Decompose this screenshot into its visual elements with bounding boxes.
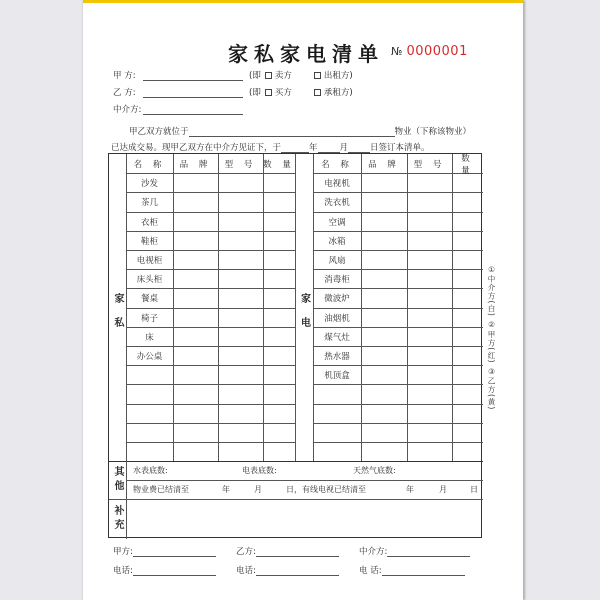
lessee-checkbox[interactable]: [314, 89, 321, 96]
agent-label: 中介方:: [113, 105, 142, 115]
appliance-item-name: 空调: [328, 217, 346, 228]
furniture-brand-cell[interactable]: [173, 404, 218, 423]
appliance-brand-cell[interactable]: [361, 192, 407, 211]
appliance-qty-cell[interactable]: [452, 346, 483, 365]
inventory-table: [108, 153, 482, 538]
lessee-label: 承租方): [323, 88, 353, 98]
furniture-qty-cell[interactable]: [263, 288, 295, 307]
furniture-brand-cell[interactable]: [173, 173, 218, 192]
furniture-qty-cell[interactable]: [263, 442, 295, 461]
party-b-label: 乙 方:: [113, 88, 136, 98]
appliance-header-qty: 数 量: [461, 153, 474, 176]
furniture-brand-cell[interactable]: [173, 346, 218, 365]
furniture-qty-cell[interactable]: [263, 404, 295, 423]
phone-agent-label: 电 话:: [359, 566, 382, 576]
appliance-header-model: 型 号: [413, 159, 446, 170]
party-b-row: [113, 86, 353, 98]
appliance-model-cell[interactable]: [407, 327, 452, 346]
appliance-qty-cell[interactable]: [452, 212, 483, 231]
agent-field[interactable]: [143, 105, 243, 115]
furniture-brand-cell[interactable]: [173, 192, 218, 211]
lessor-checkbox[interactable]: [314, 72, 321, 79]
gas-meter-label: 天然气底数:: [353, 466, 396, 475]
appliance-brand-cell[interactable]: [361, 365, 407, 384]
appliance-item-name: [313, 423, 361, 442]
furniture-brand-cell[interactable]: [173, 231, 218, 250]
appliance-qty-cell[interactable]: [452, 404, 483, 423]
furniture-qty-cell[interactable]: [263, 365, 295, 384]
appliance-brand-cell[interactable]: [361, 212, 407, 231]
furniture-brand-cell[interactable]: [173, 269, 218, 288]
appliance-brand-cell[interactable]: [361, 173, 407, 192]
appliance-item-name: 消毒柜: [324, 274, 350, 285]
furniture-qty-cell[interactable]: [263, 423, 295, 442]
appliance-brand-cell[interactable]: [361, 423, 407, 442]
appliance-header-name: 名 称: [321, 159, 353, 170]
appliance-qty-cell[interactable]: [452, 384, 483, 403]
furniture-brand-cell[interactable]: [173, 384, 218, 403]
furniture-qty-cell[interactable]: [263, 384, 295, 403]
appliance-qty-cell[interactable]: [452, 442, 483, 461]
appliance-model-cell[interactable]: [407, 423, 452, 442]
furniture-section-label: 家私: [112, 293, 123, 341]
furniture-model-cell[interactable]: [218, 308, 263, 327]
phone-party-a-field[interactable]: [133, 566, 216, 576]
furniture-model-cell[interactable]: [218, 327, 263, 346]
seller-label: 卖方: [274, 71, 292, 81]
furniture-brand-cell[interactable]: [173, 423, 218, 442]
furniture-qty-cell[interactable]: [263, 346, 295, 365]
appliance-qty-cell[interactable]: [452, 365, 483, 384]
fee-year-label: 年: [222, 485, 230, 494]
appliance-item-name: 热水器: [324, 351, 350, 362]
appliance-qty-cell[interactable]: [452, 269, 483, 288]
appliance-qty-cell[interactable]: [452, 288, 483, 307]
furniture-brand-cell[interactable]: [173, 442, 218, 461]
sig-party-a: [113, 545, 216, 557]
appliance-model-cell[interactable]: [407, 288, 452, 307]
cable-year-label: 年: [406, 485, 414, 494]
appliance-item-name: 微波炉: [324, 293, 350, 304]
sig-agent: [359, 545, 470, 557]
appliance-item-name: 冰箱: [328, 236, 346, 247]
furniture-header-qty: 数 量: [263, 159, 295, 170]
party-b-prefix: (即: [249, 88, 261, 98]
appliance-model-cell[interactable]: [407, 308, 452, 327]
phone-party-a-label: 电话:: [113, 566, 133, 576]
electric-meter-label: 电表底数:: [242, 466, 277, 475]
phone-party-b-label: 电话:: [236, 566, 256, 576]
party-a-prefix: (即: [249, 71, 261, 81]
furniture-item-name: 床: [145, 332, 154, 343]
sig-party-b-field[interactable]: [256, 547, 339, 557]
year-label: 年: [309, 143, 318, 153]
furniture-model-cell[interactable]: [218, 365, 263, 384]
appliance-model-cell[interactable]: [407, 404, 452, 423]
appliance-header-brand: 品 牌: [368, 159, 400, 170]
furniture-qty-cell[interactable]: [263, 269, 295, 288]
agent-row: [113, 103, 243, 115]
appliance-model-cell[interactable]: [407, 365, 452, 384]
appliance-model-cell[interactable]: [407, 346, 452, 365]
furniture-brand-cell[interactable]: [173, 365, 218, 384]
furniture-model-cell[interactable]: [218, 288, 263, 307]
fee-month-label: 月: [254, 485, 262, 494]
copies-note: ①中介方(白) ②甲方(红) ③乙方(黄): [487, 265, 496, 411]
furniture-model-cell[interactable]: [218, 212, 263, 231]
furniture-qty-cell[interactable]: [263, 327, 295, 346]
sig-party-b: [236, 545, 339, 557]
document-title: 家私家电清单: [228, 42, 384, 66]
appliance-item-name: 风扇: [328, 255, 346, 266]
appliance-model-cell[interactable]: [407, 173, 452, 192]
furniture-item-name: 衣柜: [140, 217, 158, 228]
sign-month-field[interactable]: [318, 143, 340, 153]
appliance-qty-cell[interactable]: [452, 423, 483, 442]
lessor-label: 出租方): [323, 71, 353, 81]
appliance-qty-cell[interactable]: [452, 192, 483, 211]
agreement-line2-text: 已达成交易。现甲乙双方在中介方见证下，于: [111, 143, 282, 153]
party-a-field[interactable]: [143, 71, 243, 81]
furniture-model-cell[interactable]: [218, 404, 263, 423]
furniture-item-name: [126, 404, 173, 423]
appliance-brand-cell[interactable]: [361, 231, 407, 250]
party-a-row: [113, 69, 353, 81]
furniture-qty-cell[interactable]: [263, 308, 295, 327]
serial-value: 0000001: [406, 44, 468, 59]
cable-tv-label: 日，有线电视已结清至: [286, 485, 366, 494]
agreement-text-end: 物业（下称该物业）: [394, 127, 472, 137]
furniture-qty-cell[interactable]: [263, 192, 295, 211]
appliance-brand-cell[interactable]: [361, 404, 407, 423]
furniture-brand-cell[interactable]: [173, 308, 218, 327]
serial-number: [391, 44, 468, 59]
appliance-item-name: 煤气灶: [324, 332, 350, 343]
furniture-item-name: 鞋柜: [140, 236, 158, 247]
furniture-model-cell[interactable]: [218, 346, 263, 365]
furniture-item-name: 沙发: [140, 178, 158, 189]
furniture-item-name: 床头柜: [136, 274, 163, 285]
agreement-line-2: [111, 141, 430, 153]
furniture-header-model: 型 号: [224, 159, 257, 170]
appliance-model-cell[interactable]: [407, 269, 452, 288]
appliance-item-name: 洗衣机: [324, 197, 350, 208]
sig-party-a-label: 甲方:: [113, 547, 133, 557]
appliance-qty-cell[interactable]: [452, 327, 483, 346]
serial-prefix: №: [391, 45, 403, 58]
property-location-field[interactable]: [189, 127, 395, 137]
appliance-model-cell[interactable]: [407, 192, 452, 211]
furniture-item-name: [126, 442, 173, 461]
appliance-item-name: 油烟机: [324, 313, 350, 324]
appliance-brand-cell[interactable]: [361, 346, 407, 365]
property-fee-label: 物业费已结清至: [133, 485, 189, 494]
furniture-item-name: 办公桌: [136, 351, 163, 362]
sig-party-a-field[interactable]: [133, 547, 216, 557]
appliance-qty-cell[interactable]: [452, 250, 483, 269]
agreement-text-start: 甲乙双方就位于: [129, 127, 189, 137]
buyer-label: 买方: [274, 88, 292, 98]
furniture-qty-cell[interactable]: [263, 173, 295, 192]
furniture-model-cell[interactable]: [218, 231, 263, 250]
cable-day-label: 日: [470, 485, 478, 494]
agreement-line2-end: 日签订本清单。: [370, 143, 430, 153]
furniture-header-brand: 品 牌: [179, 159, 212, 170]
phone-party-a: [113, 564, 216, 576]
furniture-model-cell[interactable]: [218, 250, 263, 269]
appliance-brand-cell[interactable]: [361, 442, 407, 461]
party-a-label: 甲 方:: [113, 71, 136, 81]
furniture-item-name: 电视柜: [136, 255, 163, 266]
party-b-field[interactable]: [143, 88, 243, 98]
furniture-brand-cell[interactable]: [173, 327, 218, 346]
appliance-brand-cell[interactable]: [361, 288, 407, 307]
supplement-field[interactable]: [127, 500, 482, 538]
appliance-item-name: 机顶盒: [324, 370, 350, 381]
furniture-item-name: [126, 384, 173, 403]
appliance-model-cell[interactable]: [407, 442, 452, 461]
appliance-item-name: [313, 442, 361, 461]
furniture-brand-cell[interactable]: [173, 212, 218, 231]
cable-month-label: 月: [439, 485, 447, 494]
sig-agent-label: 中介方:: [359, 547, 388, 557]
furniture-item-name: 椅子: [140, 313, 158, 324]
appliance-brand-cell[interactable]: [361, 308, 407, 327]
furniture-qty-cell[interactable]: [263, 212, 295, 231]
appliance-brand-cell[interactable]: [361, 250, 407, 269]
furniture-item-name: [126, 365, 173, 384]
furniture-model-cell[interactable]: [218, 269, 263, 288]
phone-agent: [359, 564, 465, 576]
appliance-item-name: 电视机: [324, 178, 350, 189]
furniture-model-cell[interactable]: [218, 423, 263, 442]
appliance-brand-cell[interactable]: [361, 384, 407, 403]
phone-party-b: [236, 564, 339, 576]
furniture-item-name: 餐桌: [140, 293, 158, 304]
appliance-brand-cell[interactable]: [361, 269, 407, 288]
appliance-item-name: [313, 404, 361, 423]
appliance-model-cell[interactable]: [407, 250, 452, 269]
furniture-model-cell[interactable]: [218, 173, 263, 192]
sign-day-field[interactable]: [348, 143, 370, 153]
furniture-brand-cell[interactable]: [173, 288, 218, 307]
appliance-qty-cell[interactable]: [452, 173, 483, 192]
form-page: [83, 0, 523, 600]
appliance-model-cell[interactable]: [407, 384, 452, 403]
phone-agent-field[interactable]: [382, 566, 465, 576]
phone-party-b-field[interactable]: [256, 566, 339, 576]
sign-year-field[interactable]: [281, 143, 309, 153]
water-meter-label: 水表底数:: [133, 466, 168, 475]
furniture-item-name: 茶几: [140, 197, 158, 208]
supplement-section-label: 补充: [112, 505, 123, 533]
month-label: 月: [339, 143, 349, 153]
appliance-model-cell[interactable]: [407, 231, 452, 250]
appliance-brand-cell[interactable]: [361, 327, 407, 346]
furniture-model-cell[interactable]: [218, 384, 263, 403]
appliance-item-name: [313, 384, 361, 403]
appliance-model-cell[interactable]: [407, 212, 452, 231]
sig-agent-field[interactable]: [387, 547, 470, 557]
other-section-label: 其他: [112, 466, 123, 494]
furniture-header-name: 名 称: [133, 159, 166, 170]
seller-checkbox[interactable]: [265, 72, 272, 79]
furniture-model-cell[interactable]: [218, 192, 263, 211]
buyer-checkbox[interactable]: [265, 89, 272, 96]
appliance-section-label: 家电: [298, 293, 310, 341]
appliance-qty-cell[interactable]: [452, 308, 483, 327]
furniture-qty-cell[interactable]: [263, 250, 295, 269]
furniture-brand-cell[interactable]: [173, 250, 218, 269]
furniture-item-name: [126, 423, 173, 442]
furniture-model-cell[interactable]: [218, 442, 263, 461]
agreement-line-1: [129, 125, 471, 137]
furniture-qty-cell[interactable]: [263, 231, 295, 250]
appliance-qty-cell[interactable]: [452, 231, 483, 250]
sig-party-b-label: 乙方:: [236, 547, 256, 557]
